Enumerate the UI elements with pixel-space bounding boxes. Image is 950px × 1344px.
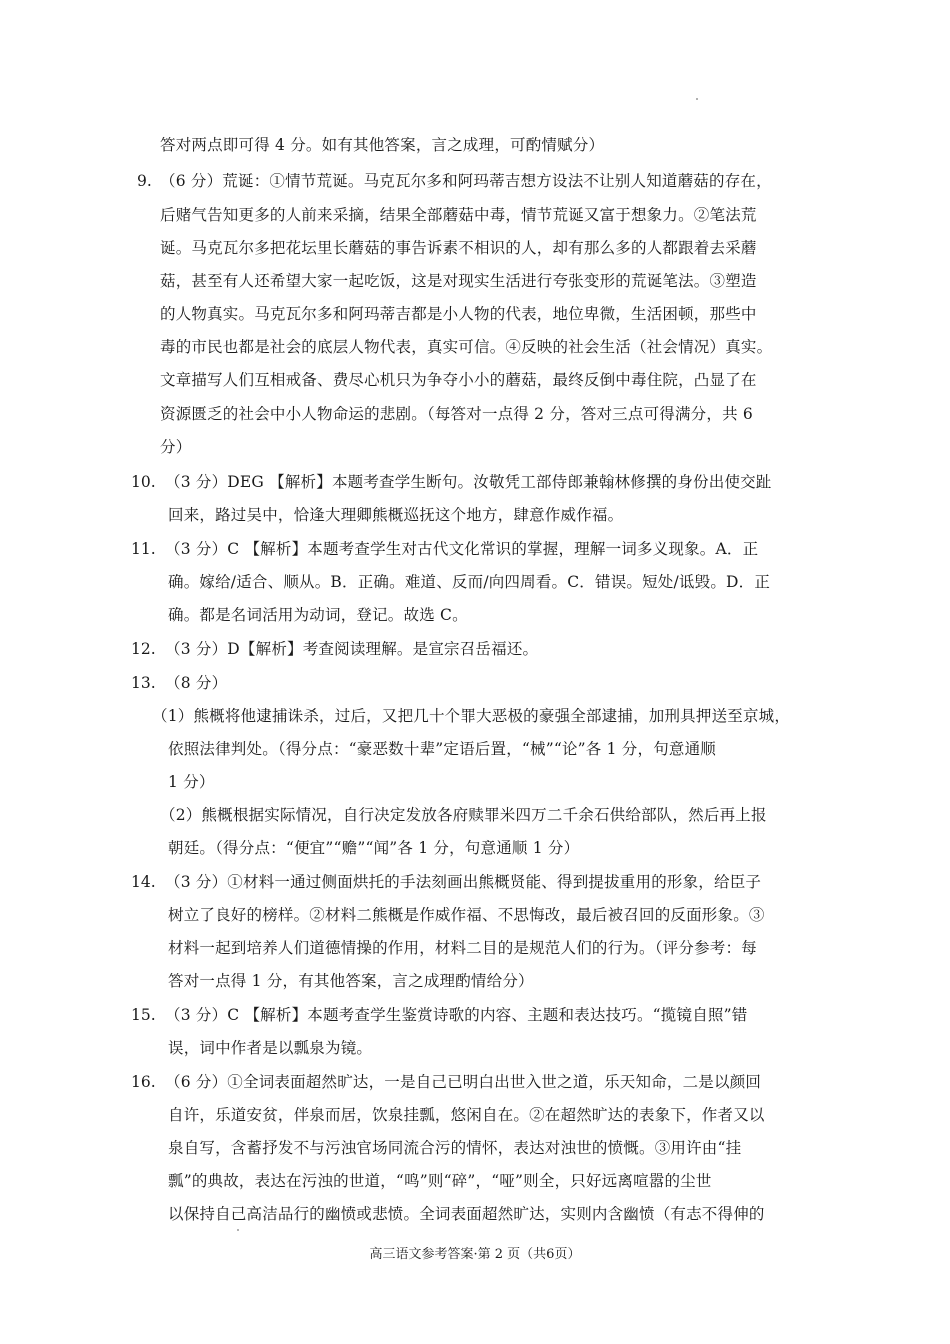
scan-speck <box>237 1229 239 1231</box>
q11-number: 11. <box>131 540 156 558</box>
q9-line: 毒的市民也都是社会的底层人物代表，真实可信。④反映的社会生活（社会情况）真实。 <box>160 338 773 356</box>
q13-part1-line: 依照法律判处。（得分点：“豪恶数十辈”定语后置，“械”“论”各 1 分，句意通顺 <box>168 740 717 758</box>
q12-line: （3 分）D【解析】考查阅读理解。是宣宗召岳福还。 <box>165 640 539 658</box>
q16-line: 自许，乐道安贫，伴泉而居，饮泉挂瓢，悠闲自在。②在超然旷达的表象下，作者又以 <box>168 1106 765 1124</box>
intro-line: 答对两点即可得 4 分。如有其他答案，言之成理，可酌情赋分） <box>160 136 605 154</box>
q16-line: 泉自写，含蓄抒发不与污浊官场同流合污的情怀，表达对浊世的愤慨。③用许由“挂 <box>168 1139 742 1157</box>
page-footer: 高三语文参考答案·第 2 页（共6页） <box>369 1247 581 1262</box>
q13-number: 13. <box>131 674 156 692</box>
q16-number: 16. <box>131 1073 156 1091</box>
q13-part2-line: （2）熊概根据实际情况，自行决定发放各府赎罪米四万二千余石供给部队，然后再上报 <box>160 806 767 824</box>
q9-line: 资源匮乏的社会中小人物命运的悲剧。（每答对一点得 2 分，答对三点可得满分，共 6 <box>160 405 753 423</box>
q14-number: 14. <box>131 873 156 891</box>
q10-number: 10. <box>131 473 156 491</box>
q9-line: 的人物真实。马克瓦尔多和阿玛蒂吉都是小人物的代表，地位卑微，生活困顿，那些中 <box>160 305 757 323</box>
q14-line: 答对一点得 1 分，有其他答案，言之成理酌情给分） <box>168 972 534 990</box>
q9-number: 9. <box>137 172 152 190</box>
scan-speck <box>696 98 698 100</box>
q14-line: （3 分）①材料一通过侧面烘托的手法刻画出熊概贤能、得到提拔重用的形象，给臣子 <box>165 873 762 891</box>
q9-line: 后赌气告知更多的人前来采摘，结果全部蘑菇中毒，情节荒诞又富于想象力。②笔法荒 <box>160 206 757 224</box>
q15-line: 误，词中作者是以瓢泉为镜。 <box>168 1039 373 1057</box>
q15-number: 15. <box>131 1006 156 1024</box>
q9-line: 诞。马克瓦尔多把花坛里长蘑菇的事告诉素不相识的人，却有那么多的人都跟着去采蘑 <box>160 239 757 257</box>
q16-line: （6 分）①全词表面超然旷达，一是自己已明白出世入世之道，乐天知命，二是以颜回 <box>165 1073 762 1091</box>
q11-line: 确。嫁给/适合、顺从。B．正确。难道、反而/向四周看。C．错误。短处/诋毁。D．正 <box>168 573 771 591</box>
q13-part1-line: （1）熊概将他逮捕诛杀，过后，又把几十个罪大恶极的豪强全部逮捕，加刑具押送至京城， <box>152 707 791 725</box>
q9-line: 分） <box>160 438 192 456</box>
q10-line: 回来，路过吴中，恰逢大理卿熊概巡抚这个地方，肆意作威作福。 <box>168 506 624 524</box>
q15-line: （3 分）C 【解析】本题考查学生鉴赏诗歌的内容、主题和表达技巧。“揽镜自照”错 <box>165 1006 748 1024</box>
q16-line: 瓢”的典故，表达在污浊的世道，“鸣”则“碎”，“哑”则全，只好远离喧嚣的尘世 <box>168 1172 712 1190</box>
q14-line: 材料一起到培养人们道德情操的作用，材料二目的是规范人们的行为。（评分参考：每 <box>168 939 757 957</box>
q16-line: 以保持自己高洁品行的幽愤或悲愤。全词表面超然旷达，实则内含幽愤（有志不得伸的 <box>168 1205 765 1223</box>
q9-line: （6 分）荒诞：①情节荒诞。马克瓦尔多和阿玛蒂吉想方设法不让别人知道蘑菇的存在， <box>160 172 772 190</box>
q11-line: 确。都是名词活用为动词，登记。故选 C。 <box>168 606 468 624</box>
q13-part2-line: 朝廷。（得分点：“便宜”“赡”“闻”各 1 分，句意通顺 1 分） <box>168 839 580 857</box>
q14-line: 树立了良好的榜样。②材料二熊概是作威作福、不思悔改，最后被召回的反面形象。③ <box>168 906 765 924</box>
q13-part1-line: 1 分） <box>168 773 215 791</box>
q9-line: 菇，甚至有人还希望大家一起吃饭，这是对现实生活进行夸张变形的荒诞笔法。③塑造 <box>160 272 757 290</box>
q12-number: 12. <box>131 640 156 658</box>
q10-line: （3 分）DEG 【解析】本题考查学生断句。汝敬凭工部侍郎兼翰林修撰的身份出使交趾 <box>165 473 772 491</box>
q9-line: 文章描写人们互相戒备、费尽心机只为争夺小小的蘑菇，最终反倒中毒住院，凸显了在 <box>160 371 757 389</box>
q11-line: （3 分）C 【解析】本题考查学生对古代文化常识的掌握，理解一词多义现象。A．正 <box>165 540 759 558</box>
q13-line: （8 分） <box>165 674 228 692</box>
